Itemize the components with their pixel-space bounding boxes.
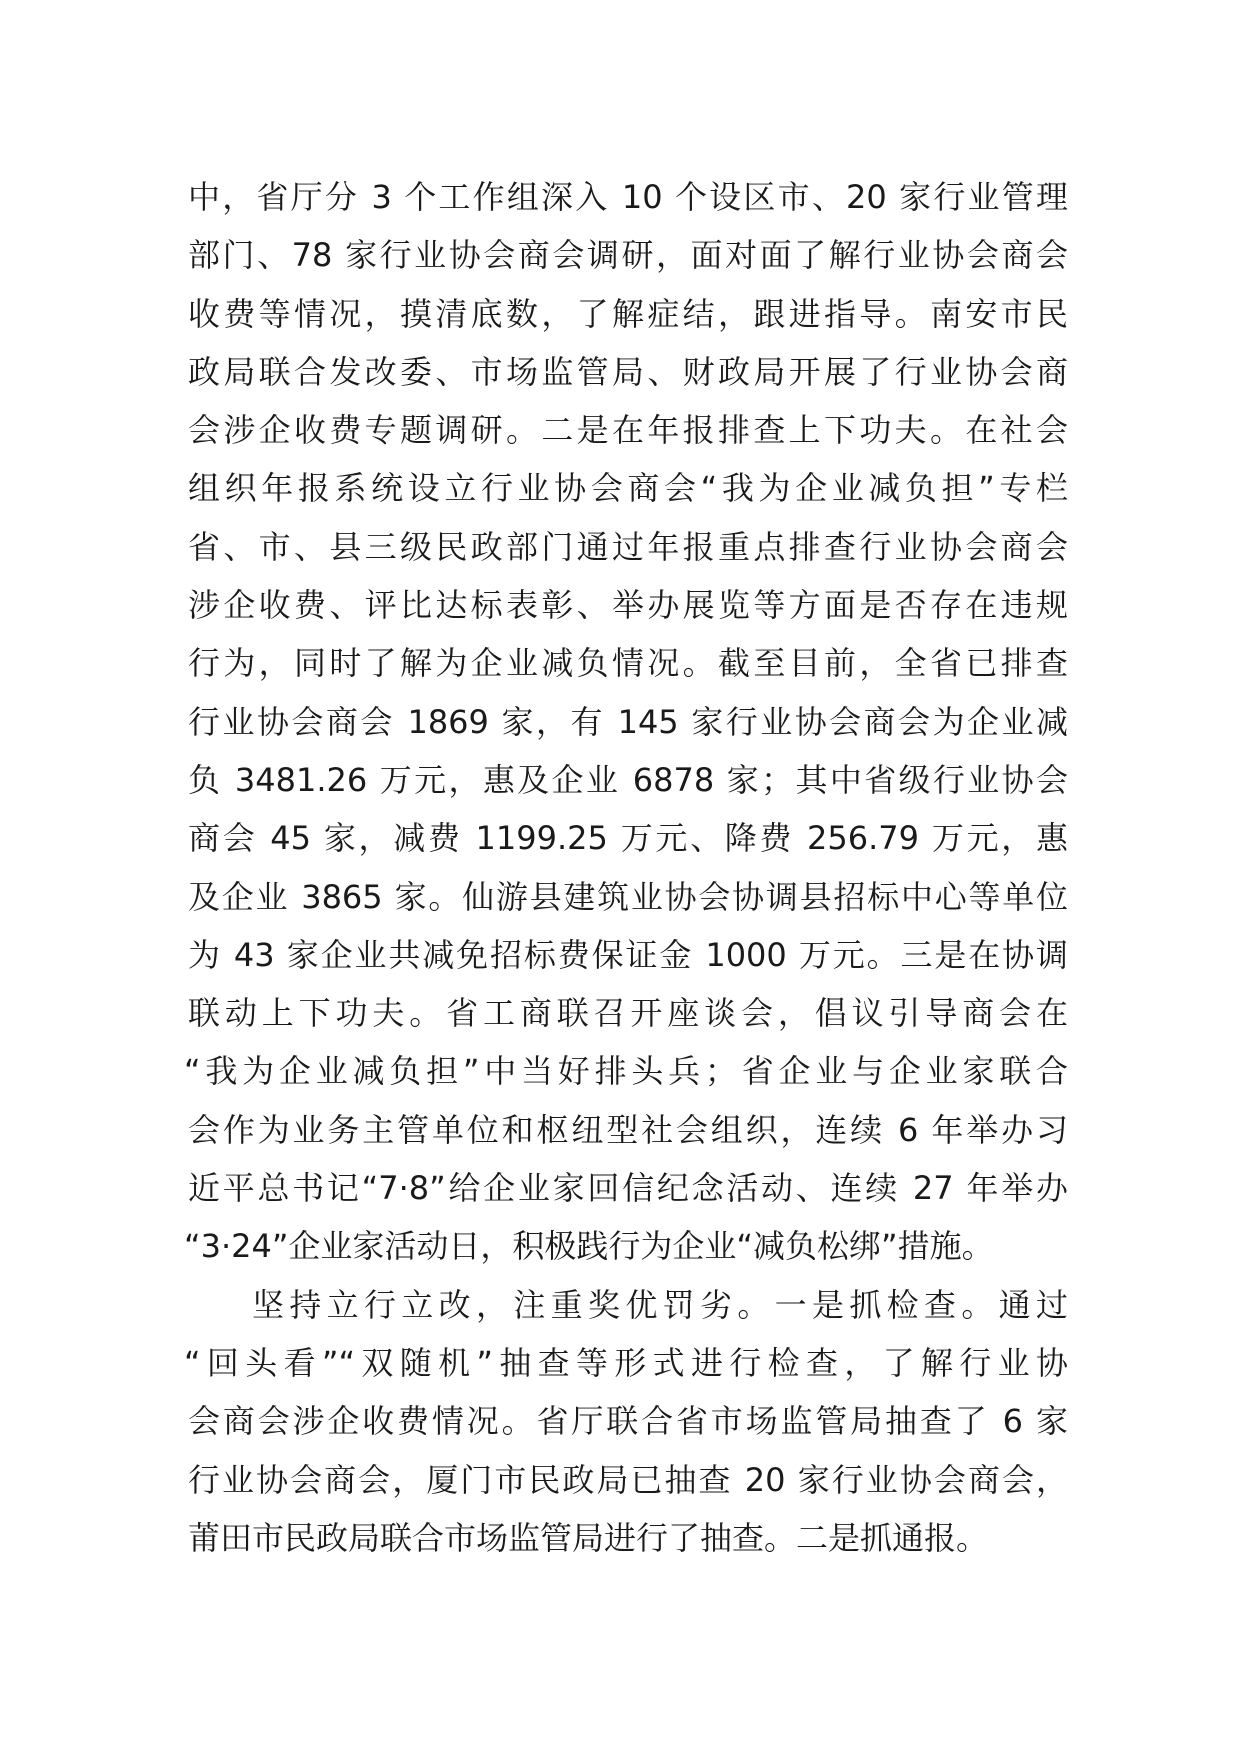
text-line: 负 3481.26 万元，惠及企业 6878 家；其中省级行业协会 xyxy=(188,760,1068,799)
text-line: 中，省厅分 3 个工作组深入 10 个设区市、20 家行业管理 xyxy=(188,178,1068,216)
text-line: 省、市、县三级民政部门通过年报重点排查行业协会商会 xyxy=(188,527,1068,566)
paragraph-end-line: “3·24”企业家活动日，积极践行为企业“减负松绑”措施。 xyxy=(184,1227,994,1266)
body-text xyxy=(184,168,1068,1567)
text-line: 会作为业务主管单位和枢纽型社会组织，连续 6 年举办习 xyxy=(188,1110,1068,1149)
text-line: “回头看”“双随机”抽查等形式进行检查，了解行业协 xyxy=(184,1343,1068,1382)
text-line: 政局联合发改委、市场监管局、财政局开展了行业协会商 xyxy=(188,352,1068,391)
text-line: 行业协会商会，厦门市民政局已抽查 20 家行业协会商会， xyxy=(188,1460,1068,1499)
text-line: 行业协会商会 1869 家，有 145 家行业协会商会为企业减 xyxy=(188,702,1068,741)
paragraph-start-line: 坚持立行立改，注重奖优罚劣。一是抓检查。通过 xyxy=(252,1285,1068,1324)
text-line: 联动上下功夫。省工商联召开座谈会，倡议引导商会在 xyxy=(188,994,1068,1033)
text-line: 及企业 3865 家。仙游县建筑业协会协调县招标中心等单位 xyxy=(188,877,1068,916)
text-line: “我为企业减负担”中当好排头兵；省企业与企业家联合 xyxy=(184,1052,1068,1091)
text-line: 莆田市民政局联合市场监管局进行了抽查。二是抓通报。 xyxy=(188,1518,989,1557)
text-line: 行为，同时了解为企业减负情况。截至目前，全省已排查 xyxy=(188,644,1068,683)
text-line: 组织年报系统设立行业协会商会“我为企业减负担”专栏 xyxy=(188,469,1068,508)
text-line: 会商会涉企收费情况。省厅联合省市场监管局抽查了 6 家 xyxy=(188,1402,1068,1441)
text-line: 部门、78 家行业协会商会调研，面对面了解行业协会商会 xyxy=(188,236,1068,275)
text-line: 会涉企收费专题调研。二是在年报排查上下功夫。在社会 xyxy=(188,411,1068,450)
text-line: 收费等情况，摸清底数，了解症结，跟进指导。南安市民 xyxy=(188,294,1068,333)
text-line: 近平总书记“7·8”给企业家回信纪念活动、连续 27 年举办 xyxy=(188,1169,1068,1208)
text-line: 为 43 家企业共减免招标费保证金 1000 万元。三是在协调 xyxy=(188,935,1068,974)
text-line: 涉企收费、评比达标表彰、举办展览等方面是否存在违规 xyxy=(188,586,1068,625)
text-line: 商会 45 家，减费 1199.25 万元、降费 256.79 万元，惠 xyxy=(188,819,1068,858)
